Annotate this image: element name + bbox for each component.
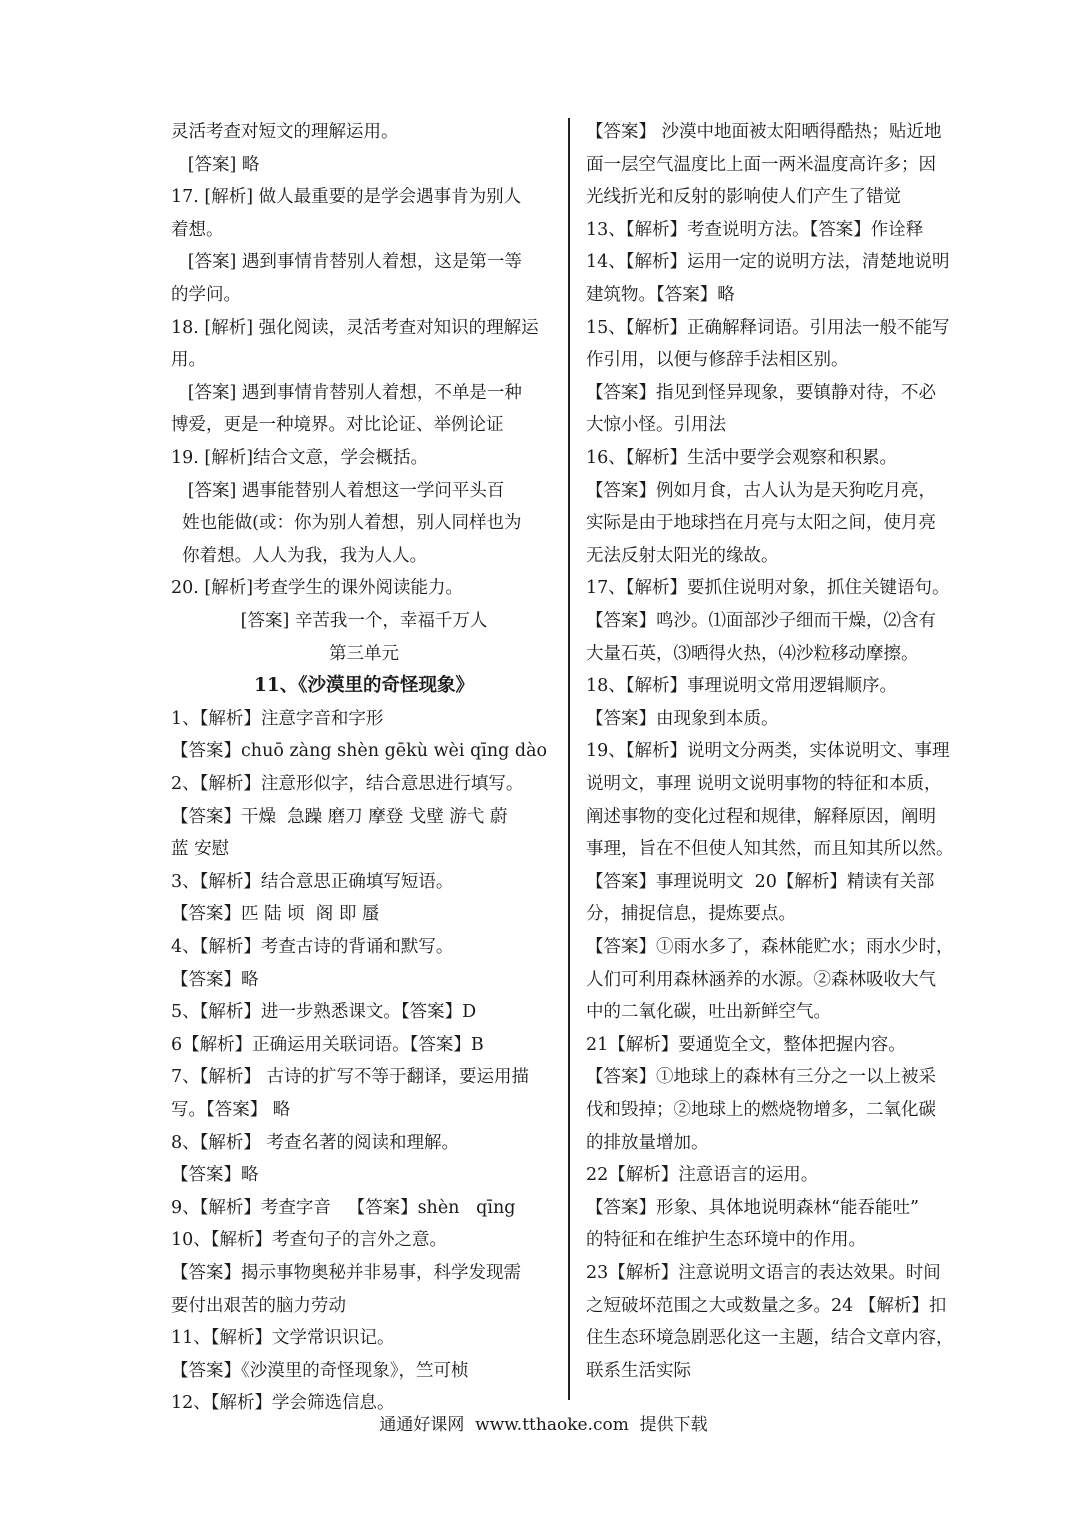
text-line: 3、【解析】结合意思正确填写短语。 (171, 871, 454, 892)
text-line: 9、【解析】考查字音 【答案】shèn qīng (171, 1197, 516, 1218)
text-line: 【答案】①地球上的森林有三分之一以上被采 (586, 1067, 936, 1088)
text-line: [答案] 遇到事情肯替别人着想，不单是一种 (171, 382, 522, 403)
text-line: [答案] 略 (171, 154, 260, 175)
text-line: [答案] 遇到事情肯替别人着想，这是第一等 (171, 252, 522, 273)
text-line: 2、【解析】注意形似字，结合意思进行填写。 (171, 774, 524, 794)
text-line: 蓝 安慰 (171, 839, 230, 860)
text-line: 大量石英，⑶晒得火热，⑷沙粒移动摩擦。 (586, 643, 919, 664)
text-line: 19. [解析]结合文意，学会概括。 (171, 448, 429, 468)
text-line: 1、【解析】注意字音和字形 (171, 708, 384, 729)
text-line: 阐述事物的变化过程和规律，解释原因，阐明 (586, 806, 936, 827)
text-line: 8、【解析】 考查名著的阅读和理解。 (171, 1132, 459, 1153)
text-line: 17. [解析] 做人最重要的是学会遇事肯为别人 (171, 187, 522, 208)
text-line: 作引用，以便与修辞手法相区别。 (586, 350, 849, 371)
text-line: [答案] 辛苦我一个，幸福千万人 (240, 611, 488, 631)
text-line: 4、【解析】考查古诗的背诵和默写。 (171, 937, 454, 957)
text-line: 【答案】例如月食，古人认为是天狗吃月亮， (586, 480, 936, 501)
text-line: 7、【解析】 古诗的扩写不等于翻译，要运用描 (171, 1067, 529, 1088)
text-line: 分，捕捉信息，提炼要点。 (586, 904, 796, 925)
text-line: 实际是由于地球挡在月亮与太阳之间，使月亮 (586, 513, 936, 534)
text-line: 事理，旨在不但使人知其然，而且知其所以然。 (586, 839, 954, 860)
text-line: 【答案】①雨水多了，森林能贮水；雨水少时， (586, 937, 954, 957)
text-line: 第三单元 (329, 643, 399, 664)
text-line: 【答案】《沙漠里的奇怪现象》，竺可桢 (171, 1360, 469, 1381)
text-line: 说明文，事理 说明文说明事物的特征和本质， (586, 774, 942, 794)
text-line: 11、【解析】文学常识识记。 (171, 1328, 395, 1349)
text-line: 【答案】略 (171, 969, 259, 990)
text-line: 光线折光和反射的影响使人们产生了错觉 (586, 187, 901, 208)
text-line: 6【解析】正确运用关联词语。【答案】B (171, 1034, 484, 1055)
text-line: 的学问。 (171, 285, 241, 305)
text-line: 博爱，更是一种境界。对比论证、举例论证 (171, 415, 504, 436)
text-line: 你着想。人人为我，我为人人。 (171, 545, 428, 566)
text-line: 16、【解析】生活中要学会观察和积累。 (586, 448, 898, 468)
text-line: 19、【解析】说明文分两类，实体说明文、事理 (586, 741, 950, 762)
text-line: 11、《沙漠里的奇怪现象》 (254, 675, 474, 697)
text-line: 伐和毁掉；②地球上的燃烧物增多，二氧化碳 (586, 1100, 936, 1120)
text-line: 要付出艰苦的脑力劳动 (171, 1295, 346, 1316)
text-line: 用。 (171, 350, 206, 371)
text-line: 15、【解析】正确解释词语。引用法一般不能写 (586, 317, 950, 338)
text-line: 17、【解析】要抓住说明对象，抓住关键语句。 (586, 578, 950, 599)
text-line: 灵活考查对短文的理解运用。 (171, 122, 399, 142)
text-line: 【答案】匹 陆 顷 阁 即 蜃 (171, 904, 380, 925)
text-line: 无法反射太阳光的缘故。 (586, 545, 779, 566)
text-line: 21【解析】要通览全文，整体把握内容。 (586, 1034, 906, 1055)
text-line: 22【解析】注意语言的运用。 (586, 1165, 819, 1186)
text-line: 10、【解析】考查句子的言外之意。 (171, 1230, 448, 1251)
text-line: 【答案】事理说明文 20【解析】精读有关部 (586, 871, 935, 892)
text-line: 【答案】 沙漠中地面被太阳晒得酷热；贴近地 (586, 122, 942, 142)
text-line: 20. [解析]考查学生的课外阅读能力。 (171, 578, 464, 599)
text-line: 写。【答案】 略 (171, 1100, 291, 1120)
text-line: 大惊小怪。引用法 (586, 415, 726, 436)
text-line: 建筑物。【答案】略 (586, 285, 735, 305)
text-line: 【答案】由现象到本质。 (586, 708, 779, 729)
text-line: 【答案】指见到怪异现象，要镇静对待，不必 (586, 382, 936, 403)
text-line: 的排放量增加。 (586, 1132, 709, 1153)
text-line: 中的二氧化碳，吐出新鲜空气。 (586, 1002, 831, 1023)
text-line: [答案] 遇事能替别人着想这一学问平头百 (171, 480, 505, 501)
column-divider (568, 118, 570, 1400)
text-line: 【答案】chuō zàng shèn gēkù wèi qīng dào (171, 741, 548, 762)
text-line: 12、【解析】学会筛选信息。 (171, 1393, 395, 1414)
text-line: 住生态环境急剧恶化这一主题，结合文章内容， (586, 1328, 954, 1349)
text-line: 18、【解析】事理说明文常用逻辑顺序。 (586, 676, 898, 697)
text-line: 【答案】略 (171, 1165, 259, 1186)
text-line: 【答案】干燥 急躁 磨刀 摩登 戈壁 游弋 蔚 (171, 806, 508, 827)
text-line: 着想。 (171, 219, 224, 240)
text-line: 联系生活实际 (586, 1360, 691, 1381)
text-line: 的特征和在维护生态环境中的作用。 (586, 1230, 866, 1251)
text-line: 14、【解析】运用一定的说明方法，清楚地说明 (586, 252, 950, 273)
page-footer: 通通好课网 www.tthaoke.com 提供下载 (379, 1415, 708, 1435)
text-line: 【答案】形象、具体地说明森林“能吞能吐” (586, 1197, 919, 1218)
text-line: 姓也能做(或：你为别人着想，别人同样也为 (171, 513, 522, 534)
text-line: 13、【解析】考查说明方法。【答案】作诠释 (586, 219, 924, 240)
text-line: 5、【解析】进一步熟悉课文。【答案】D (171, 1002, 477, 1023)
text-line: 【答案】揭示事物奥秘并非易事，科学发现需 (171, 1263, 521, 1283)
text-line: 18. [解析] 强化阅读，灵活考查对知识的理解运 (171, 317, 539, 338)
text-line: 【答案】鸣沙。⑴面部沙子细而干燥，⑵含有 (586, 611, 936, 631)
text-line: 之短破坏范围之大或数量之多。24 【解析】扣 (586, 1295, 947, 1316)
text-line: 面一层空气温度比上面一两米温度高许多；因 (586, 154, 936, 175)
text-line: 人们可利用森林涵养的水源。②森林吸收大气 (586, 969, 936, 990)
text-line: 23【解析】注意说明文语言的表达效果。时间 (586, 1263, 941, 1283)
